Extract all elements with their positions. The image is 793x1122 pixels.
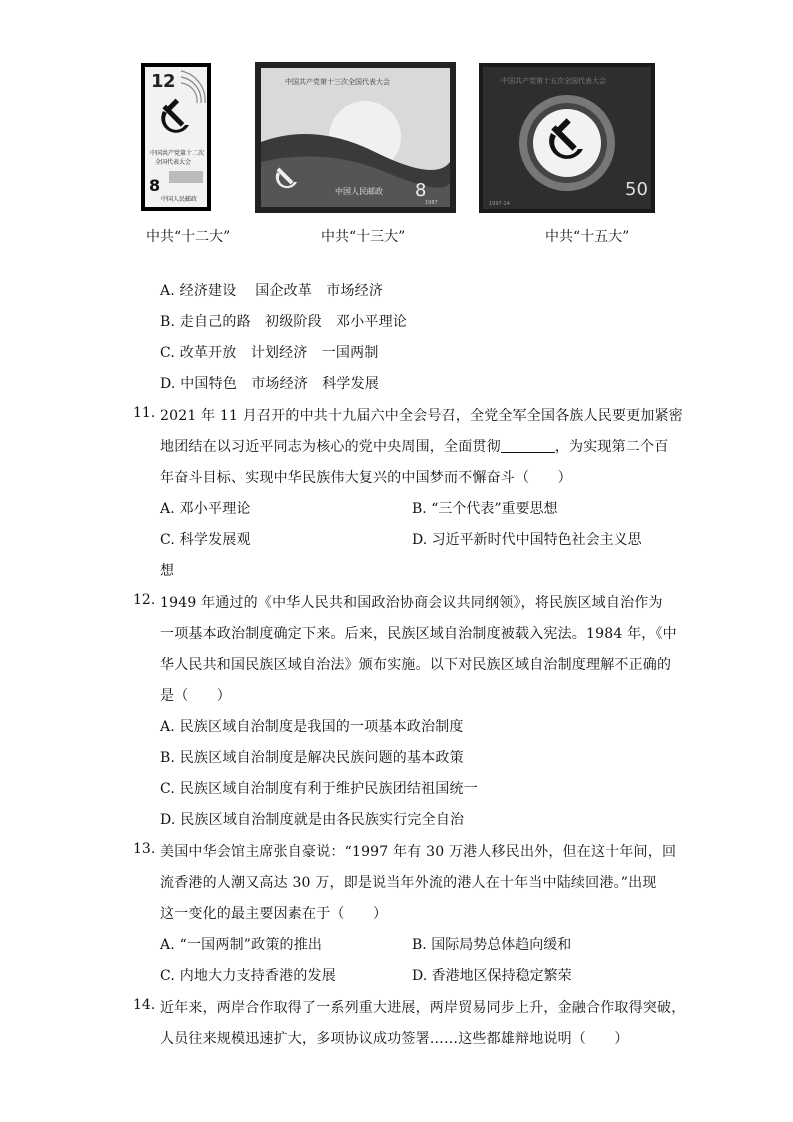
q12-option-c: C. 民族区域自治制度有利于维护民族团结祖国统一: [160, 781, 478, 797]
q11-stem-2: 地团结在以习近平同志为核心的党中央周围，全面贯彻 ，为实现第二个百: [160, 439, 669, 455]
q11-option-b: B. “三个代表”重要思想: [412, 501, 558, 517]
stamp-12th-issuer: 中国人民邮政: [161, 196, 198, 203]
q14-stem-1: 近年来，两岸合作取得了一系列重大进展，两岸贸易同步上升，金融合作取得突破，: [160, 1000, 686, 1016]
q13-stem-3: 这一变化的最主要因素在于（ ）: [160, 906, 388, 922]
stamp-13th-value: 8: [415, 180, 427, 201]
q12-option-d: D. 民族区域自治制度就是由各民族实行完全自治: [160, 812, 465, 828]
q13-option-b: B. 国际局势总体趋向缓和: [412, 937, 572, 953]
q14-stem-2: 人员往来规模迅速扩大，多项协议成功签署……这些都雄辩地说明（ ）: [160, 1031, 629, 1047]
q10-option-b: B. 走自己的路 初级阶段 邓小平理论: [160, 314, 407, 330]
q13-option-d: D. 香港地区保持稳定繁荣: [412, 968, 572, 984]
q10-option-d: D. 中国特色 市场经济 科学发展: [160, 376, 380, 392]
q11-option-c: C. 科学发展观: [160, 532, 251, 548]
stamp-15th-code: 1997-14: [489, 201, 510, 207]
stamp-12th-congress: [141, 63, 211, 211]
caption-12th: 中共“十二大”: [146, 229, 231, 245]
svg-text:1: 1: [151, 71, 164, 92]
q14-number: 14.: [133, 997, 156, 1013]
stamp-15th-congress: [479, 63, 655, 213]
stamp-15th-header: 中国共产党第十五次全国代表大会: [501, 77, 606, 85]
stamp-15th-image: [479, 63, 655, 213]
q11-blank: [501, 438, 555, 453]
stamp-12th-text-1: 中国共产党第十二次: [150, 150, 205, 157]
caption-15th: 中共“十五大”: [545, 229, 630, 245]
stamp-12th-image: [141, 63, 211, 211]
stamp-13th-image: [255, 62, 456, 213]
q12-number: 12.: [133, 592, 156, 608]
q13-number: 13.: [133, 841, 156, 857]
q13-stem-1: 美国中华会馆主席张自豪说：“1997 年有 30 万港人移民出外，但在这十年间，回: [160, 844, 677, 860]
q11-option-d-cont: 想: [160, 563, 175, 579]
q11-option-a: A. 邓小平理论: [160, 501, 251, 517]
q11-stem-1: 2021 年 11 月召开的中共十九届六中全会号召，全党全军全国各族人民要更加紧密: [160, 408, 683, 424]
stamp-13th-issuer: 中国人民邮政: [335, 187, 383, 196]
q13-option-c: C. 内地大力支持香港的发展: [160, 968, 336, 984]
q11-option-d: D. 习近平新时代中国特色社会主义思: [412, 532, 642, 548]
stamp-13th-header: 中国共产党第十三次全国代表大会: [285, 78, 390, 86]
stamp-13th-year: 1987: [425, 200, 438, 206]
svg-text:2: 2: [163, 71, 176, 92]
q11-number: 11.: [133, 405, 156, 421]
caption-13th: 中共“十三大”: [321, 229, 406, 245]
q10-option-a: A. 经济建设 国企改革 市场经济: [160, 283, 384, 299]
q13-option-a: A. “一国两制”政策的推出: [160, 937, 323, 953]
stamp-12th-value: 8: [149, 176, 161, 195]
q11-stem-3: 年奋斗目标、实现中华民族伟大复兴的中国梦而不懈奋斗（ ）: [160, 470, 572, 486]
q12-stem-2: 一项基本政治制度确定下来。后来，民族区域自治制度被载入宪法。1984 年，《中: [160, 626, 677, 642]
q12-option-a: A. 民族区域自治制度是我国的一项基本政治制度: [160, 719, 464, 735]
q10-option-c: C. 改革开放 计划经济 一国两制: [160, 345, 379, 361]
stamp-13th-congress: [255, 62, 456, 213]
stamp-12th-text-2: 全国代表大会: [155, 159, 192, 166]
q12-stem-3: 华人民共和国民族区域自治法》颁布实施。以下对民族区域自治制度理解不正确的: [160, 657, 672, 673]
q13-stem-2: 流香港的人潮又高达 30 万，即是说当年外流的港人在十年当中陆续回港。”出现: [160, 875, 657, 891]
stamp-15th-value: 50: [625, 179, 648, 200]
q12-stem-4: 是（ ）: [160, 688, 231, 704]
q12-option-b: B. 民族区域自治制度是解决民族问题的基本政策: [160, 750, 464, 766]
q12-stem-1: 1949 年通过的《中华人民共和国政治协商会议共同纲领》，将民族区域自治作为: [160, 595, 663, 611]
